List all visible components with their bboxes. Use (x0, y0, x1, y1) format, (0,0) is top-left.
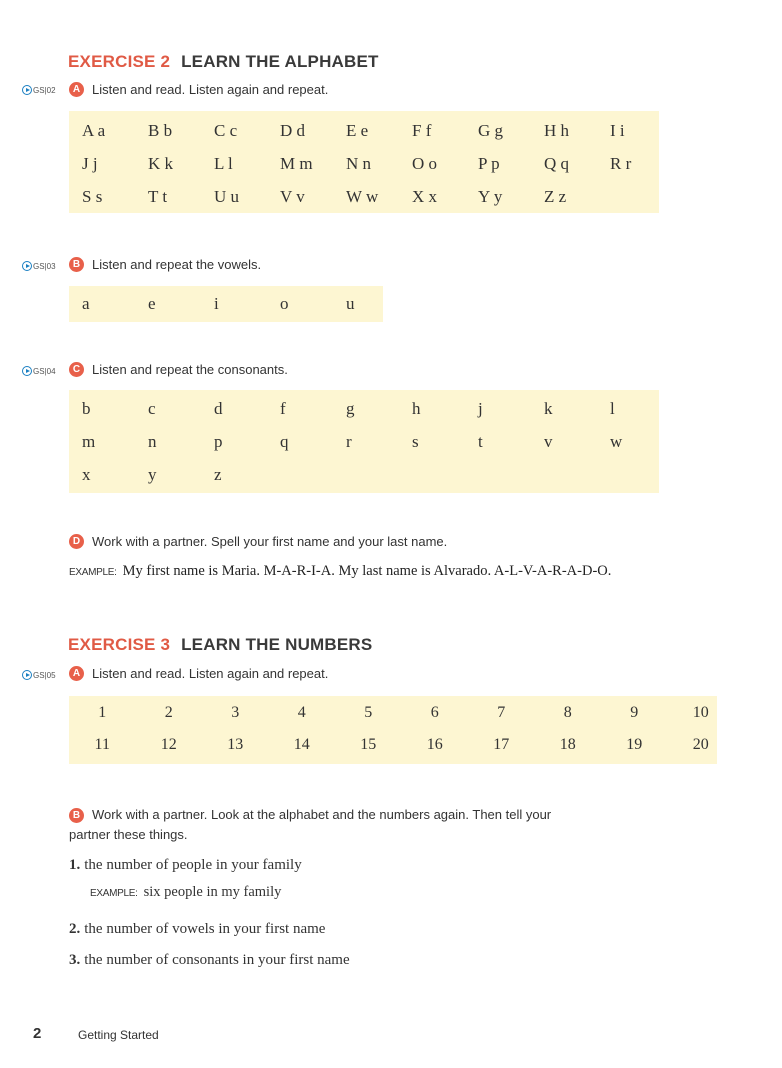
alphabet-box (69, 111, 659, 213)
letter-pair: H h (544, 121, 570, 140)
consonant: c (148, 399, 156, 418)
audio-track-gs03[interactable] (22, 261, 56, 271)
letter-pair: U u (214, 187, 240, 206)
page-number: 2 (33, 1025, 42, 1042)
consonant: v (544, 432, 553, 451)
number-cell: 8 (563, 704, 572, 721)
number-cell: 20 (692, 736, 709, 753)
consonant: l (610, 399, 615, 418)
example-label: EXAMPLE: (90, 888, 138, 899)
number-cell: 16 (426, 736, 443, 753)
audio-track-label: GS|05 (33, 670, 56, 680)
list-item-number: 2. (69, 921, 81, 937)
part-d-badge: D (69, 534, 84, 549)
letter-pair: G g (478, 121, 504, 140)
list-item-text: the number of vowels in your first name (84, 921, 326, 937)
vowel: a (82, 294, 90, 313)
number-cell: 17 (493, 736, 510, 753)
list-item-text: the number of consonants in your first name (84, 952, 350, 968)
number-cell: 19 (626, 736, 643, 753)
number-cell: 18 (559, 736, 576, 753)
number-cell: 5 (364, 704, 373, 721)
letter-pair: T t (148, 187, 168, 206)
list-item-1 (69, 857, 302, 874)
letter-pair: C c (214, 121, 238, 140)
part-c-badge: C (69, 362, 84, 377)
letter-pair: N n (346, 154, 372, 173)
letter-pair: V v (280, 187, 305, 206)
number-cell: 13 (227, 736, 244, 753)
number-cell: 14 (293, 736, 310, 753)
instruction-text: Listen and repeat the consonants. (92, 362, 288, 377)
instruction-text: Listen and read. Listen again and repeat. (92, 82, 329, 97)
exercise-3-heading (68, 635, 372, 655)
exercise-3-title: LEARN THE NUMBERS (181, 635, 373, 654)
consonant: k (544, 399, 553, 418)
letter-pair: M m (280, 154, 313, 173)
part-b-badge: B (69, 808, 84, 823)
play-icon (22, 670, 32, 680)
exercise-3-number: EXERCISE 3 (68, 635, 171, 654)
example-text: six people in my family (143, 884, 282, 900)
vowel: e (148, 294, 156, 313)
consonant: q (280, 432, 289, 451)
letter-pair: O o (412, 154, 438, 173)
play-icon (22, 85, 32, 95)
exercise-3b-instruction (69, 805, 551, 845)
vowel: o (280, 294, 289, 313)
consonant: r (346, 432, 352, 451)
letter-pair: X x (412, 187, 438, 206)
vowel: u (346, 294, 355, 313)
letter-pair: Y y (478, 187, 503, 206)
number-cell: 12 (160, 736, 177, 753)
consonant: x (82, 465, 91, 484)
letter-pair: R r (610, 154, 632, 173)
letter-pair: Q q (544, 154, 570, 173)
example-label: EXAMPLE: (69, 567, 117, 578)
example-text: My first name is Maria. M-A-R-I-A. My last name is Alvarado. A-L-V-A-R-A-D-O. (122, 563, 612, 579)
instruction-text: Work with a partner. Spell your first name and your last name. (92, 534, 448, 549)
consonants-box (69, 390, 659, 493)
letter-pair: B b (148, 121, 173, 140)
number-cell: 3 (231, 704, 240, 721)
letter-pair: W w (346, 187, 379, 206)
exercise-2a-instruction (69, 82, 328, 97)
consonant: b (82, 399, 91, 418)
section-name: Getting Started (78, 1028, 159, 1042)
exercise-2-number: EXERCISE 2 (68, 52, 171, 71)
instruction-text-line2: partner these things. (69, 827, 188, 842)
alphabet-grid (82, 121, 676, 220)
list-item-number: 1. (69, 857, 81, 873)
consonant: h (412, 399, 421, 418)
vowel: i (214, 294, 219, 313)
number-cell: 4 (297, 704, 306, 721)
part-a-badge: A (69, 82, 84, 97)
number-cell: 7 (497, 704, 506, 721)
instruction-text: Listen and repeat the vowels. (92, 257, 262, 272)
letter-pair: E e (346, 121, 369, 140)
number-cell: 9 (630, 704, 639, 721)
letter-pair: K k (148, 154, 174, 173)
list-item-text: the number of people in your family (84, 857, 302, 873)
consonant: p (214, 432, 223, 451)
vowels-grid (82, 294, 412, 318)
consonant: y (148, 465, 157, 484)
audio-track-gs05[interactable] (22, 670, 56, 680)
play-icon (22, 261, 32, 271)
exercise-2-heading (68, 52, 379, 72)
exercise-3a-instruction (69, 666, 328, 681)
audio-track-label: GS|02 (33, 85, 56, 95)
letter-pair: S s (82, 187, 103, 206)
number-cell: 10 (692, 704, 709, 721)
consonant: n (148, 432, 157, 451)
consonant: d (214, 399, 223, 418)
letter-pair: F f (412, 121, 432, 140)
letter-pair: P p (478, 154, 500, 173)
consonants-grid (82, 399, 676, 498)
number-cell: 6 (430, 704, 439, 721)
list-item-3 (69, 952, 350, 969)
letter-pair: L l (214, 154, 233, 173)
consonant: m (82, 432, 96, 451)
letter-pair: A a (82, 121, 106, 140)
consonant: g (346, 399, 355, 418)
consonant: z (214, 465, 222, 484)
play-icon (22, 366, 32, 376)
number-cell: 1 (98, 704, 107, 721)
exercise-2b-instruction (69, 257, 261, 272)
consonant: s (412, 432, 419, 451)
letter-pair: Z z (544, 187, 567, 206)
letter-pair: J j (82, 154, 98, 173)
number-cell: 15 (360, 736, 377, 753)
exercise-3b-example (90, 884, 281, 901)
exercise-2-title: LEARN THE ALPHABET (181, 52, 379, 71)
consonant: f (280, 399, 286, 418)
instruction-text-line1: Work with a partner. Look at the alphabet and the numbers again. Then tell your (92, 807, 552, 822)
number-cell: 2 (164, 704, 173, 721)
numbers-grid (69, 704, 734, 768)
exercise-2d-example (69, 563, 611, 580)
audio-track-gs02[interactable] (22, 85, 56, 95)
list-item-2 (69, 921, 325, 938)
audio-track-label: GS|04 (33, 366, 56, 376)
audio-track-gs04[interactable] (22, 366, 56, 376)
consonant: t (478, 432, 483, 451)
part-b-badge: B (69, 257, 84, 272)
vowels-box (69, 286, 383, 322)
audio-track-label: GS|03 (33, 261, 56, 271)
exercise-2d-instruction (69, 534, 447, 549)
part-a-badge: A (69, 666, 84, 681)
instruction-text: Listen and read. Listen again and repeat. (92, 666, 329, 681)
exercise-2c-instruction (69, 362, 288, 377)
number-cell: 11 (94, 736, 110, 753)
letter-pair: D d (280, 121, 306, 140)
consonant: w (610, 432, 623, 451)
numbers-box (69, 696, 717, 764)
letter-pair: I i (610, 121, 625, 140)
list-item-number: 3. (69, 952, 81, 968)
consonant: j (478, 399, 483, 418)
